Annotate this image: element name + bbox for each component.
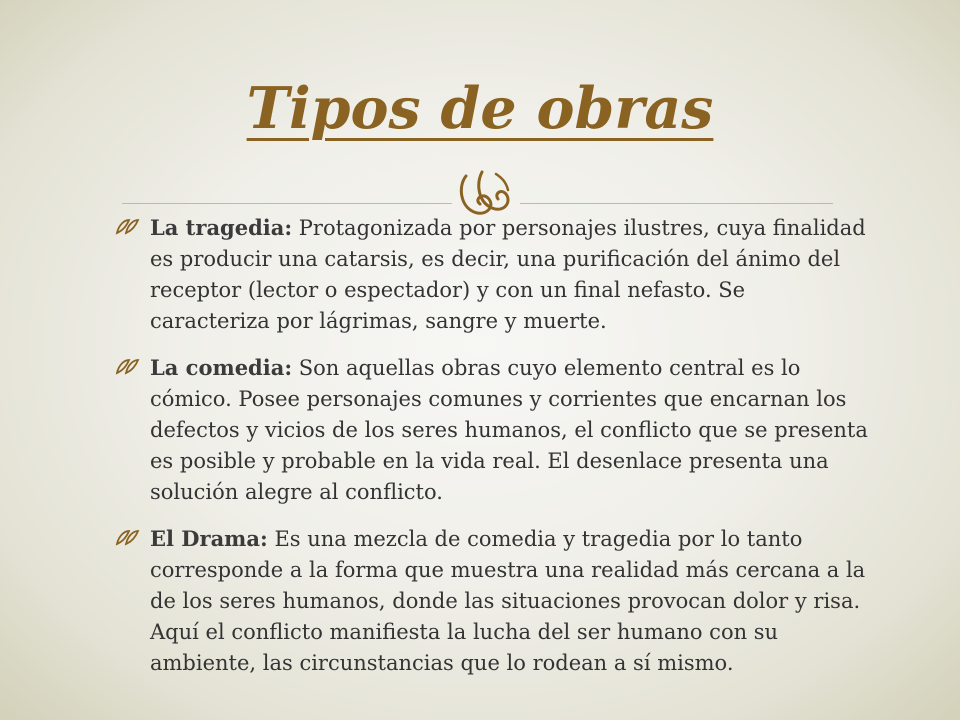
bullet-list <box>108 212 868 694</box>
term-description: Es una mezcla de comedia y tragedia por lo tanto corresponde a la forma que muestra una realidad más cercana a la de los seres humanos, donde las situaciones provocan dolor y risa. Aquí el conflicto manifiesta la lucha del ser humano con su ambiente, las circunstancias que lo rodean a sí mismo. <box>150 527 866 675</box>
list-item-drama <box>108 523 868 679</box>
slide-title: Tipos de obras <box>246 75 714 142</box>
divider-left <box>122 203 452 204</box>
term-description: Protagonizada por personajes ilustres, cuya finalidad es producir una catarsis, es decir, una purificación del ánimo del receptor (lector o espectador) y con un final nefasto. Se caracteriza por lágrimas, sangre y muerte. <box>150 216 866 333</box>
leaf-bullet-icon <box>114 527 142 549</box>
leaf-bullet-icon <box>114 216 142 238</box>
term-description: Son aquellas obras cuyo elemento central es lo cómico. Posee personajes comunes y corrientes que encarnan los defectos y vicios de los seres humanos, el conflicto que se presenta es posible y probable en la vida real. El desenlace presenta una solución alegre al conflicto. <box>150 356 868 504</box>
term-label: La comedia: <box>150 355 293 380</box>
leaf-bullet-icon <box>114 356 142 378</box>
term-label: La tragedia: <box>150 215 293 240</box>
divider-right <box>520 203 833 204</box>
list-item-tragedia <box>108 212 868 337</box>
list-item-comedia <box>108 352 868 508</box>
term-label: El Drama: <box>150 526 268 551</box>
